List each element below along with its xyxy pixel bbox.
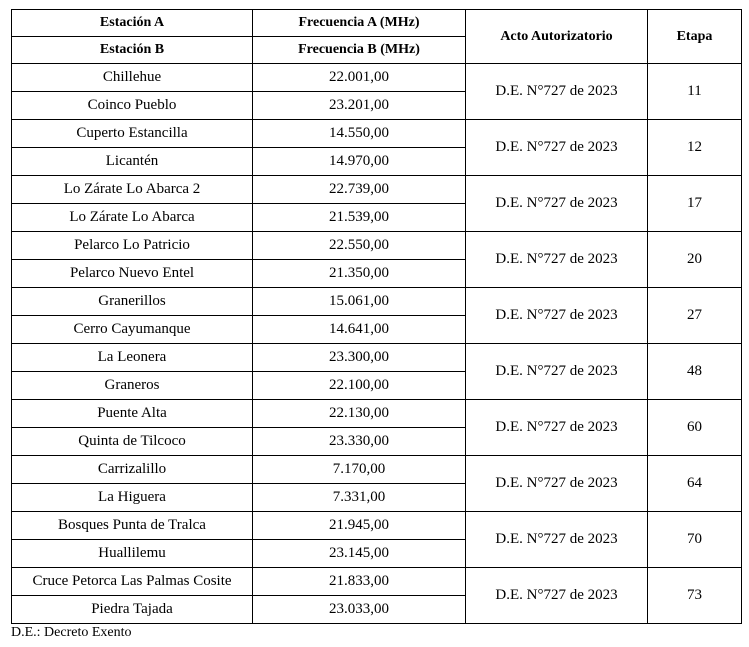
station-b-cell: Lo Zárate Lo Abarca: [12, 204, 253, 232]
station-a-cell: Chillehue: [12, 64, 253, 92]
table-row: [12, 288, 742, 316]
header-row-a: [12, 10, 742, 37]
freq-b-cell: 23.330,00: [253, 428, 466, 456]
header-freq-a: Frecuencia A (MHz): [253, 10, 466, 37]
acto-cell: D.E. N°727 de 2023: [466, 232, 648, 288]
station-a-cell: Bosques Punta de Tralca: [12, 512, 253, 540]
station-b-cell: Cerro Cayumanque: [12, 316, 253, 344]
station-b-cell: Coinco Pueblo: [12, 92, 253, 120]
station-a-cell: Pelarco Lo Patricio: [12, 232, 253, 260]
freq-b-cell: 23.145,00: [253, 540, 466, 568]
etapa-cell: 11: [648, 64, 742, 120]
station-a-cell: Carrizalillo: [12, 456, 253, 484]
table-row: [12, 344, 742, 372]
freq-a-cell: 15.061,00: [253, 288, 466, 316]
etapa-cell: 60: [648, 400, 742, 456]
etapa-cell: 27: [648, 288, 742, 344]
station-b-cell: Quinta de Tilcoco: [12, 428, 253, 456]
freq-b-cell: 23.201,00: [253, 92, 466, 120]
freq-a-cell: 22.739,00: [253, 176, 466, 204]
station-b-cell: Graneros: [12, 372, 253, 400]
freq-a-cell: 22.130,00: [253, 400, 466, 428]
station-b-cell: La Higuera: [12, 484, 253, 512]
station-a-cell: Puente Alta: [12, 400, 253, 428]
table-row: [12, 400, 742, 428]
table-row: [12, 232, 742, 260]
etapa-cell: 70: [648, 512, 742, 568]
etapa-cell: 20: [648, 232, 742, 288]
station-a-cell: La Leonera: [12, 344, 253, 372]
station-a-cell: Lo Zárate Lo Abarca 2: [12, 176, 253, 204]
freq-b-cell: 14.641,00: [253, 316, 466, 344]
station-b-cell: Huallilemu: [12, 540, 253, 568]
table-row: [12, 120, 742, 148]
station-b-cell: Pelarco Nuevo Entel: [12, 260, 253, 288]
etapa-cell: 73: [648, 568, 742, 624]
acto-cell: D.E. N°727 de 2023: [466, 288, 648, 344]
etapa-cell: 17: [648, 176, 742, 232]
header-etapa: Etapa: [648, 10, 742, 64]
station-a-cell: Granerillos: [12, 288, 253, 316]
etapa-cell: 48: [648, 344, 742, 400]
station-a-cell: Cuperto Estancilla: [12, 120, 253, 148]
acto-cell: D.E. N°727 de 2023: [466, 344, 648, 400]
station-a-cell: Cruce Petorca Las Palmas Cosite: [12, 568, 253, 596]
header-station-a: Estación A: [12, 10, 253, 37]
etapa-cell: 64: [648, 456, 742, 512]
header-freq-b: Frecuencia B (MHz): [253, 37, 466, 64]
freq-b-cell: 21.350,00: [253, 260, 466, 288]
freq-a-cell: 22.001,00: [253, 64, 466, 92]
table-row: [12, 512, 742, 540]
acto-cell: D.E. N°727 de 2023: [466, 512, 648, 568]
acto-cell: D.E. N°727 de 2023: [466, 568, 648, 624]
freq-b-cell: 7.331,00: [253, 484, 466, 512]
freq-a-cell: 7.170,00: [253, 456, 466, 484]
freq-a-cell: 23.300,00: [253, 344, 466, 372]
acto-cell: D.E. N°727 de 2023: [466, 456, 648, 512]
footnote: D.E.: Decreto Exento: [11, 625, 132, 640]
acto-cell: D.E. N°727 de 2023: [466, 400, 648, 456]
freq-a-cell: 21.833,00: [253, 568, 466, 596]
freq-a-cell: 21.945,00: [253, 512, 466, 540]
table-header: [12, 10, 742, 64]
acto-cell: D.E. N°727 de 2023: [466, 176, 648, 232]
freq-b-cell: 21.539,00: [253, 204, 466, 232]
table-body: [12, 64, 742, 624]
acto-cell: D.E. N°727 de 2023: [466, 64, 648, 120]
freq-a-cell: 14.550,00: [253, 120, 466, 148]
table-row: [12, 176, 742, 204]
header-station-b: Estación B: [12, 37, 253, 64]
station-b-cell: Piedra Tajada: [12, 596, 253, 624]
table-row: [12, 64, 742, 92]
freq-b-cell: 22.100,00: [253, 372, 466, 400]
station-b-cell: Licantén: [12, 148, 253, 176]
stations-table: [11, 9, 742, 624]
table-row: [12, 456, 742, 484]
freq-b-cell: 14.970,00: [253, 148, 466, 176]
header-acto: Acto Autorizatorio: [466, 10, 648, 64]
freq-b-cell: 23.033,00: [253, 596, 466, 624]
freq-a-cell: 22.550,00: [253, 232, 466, 260]
etapa-cell: 12: [648, 120, 742, 176]
table-row: [12, 568, 742, 596]
acto-cell: D.E. N°727 de 2023: [466, 120, 648, 176]
